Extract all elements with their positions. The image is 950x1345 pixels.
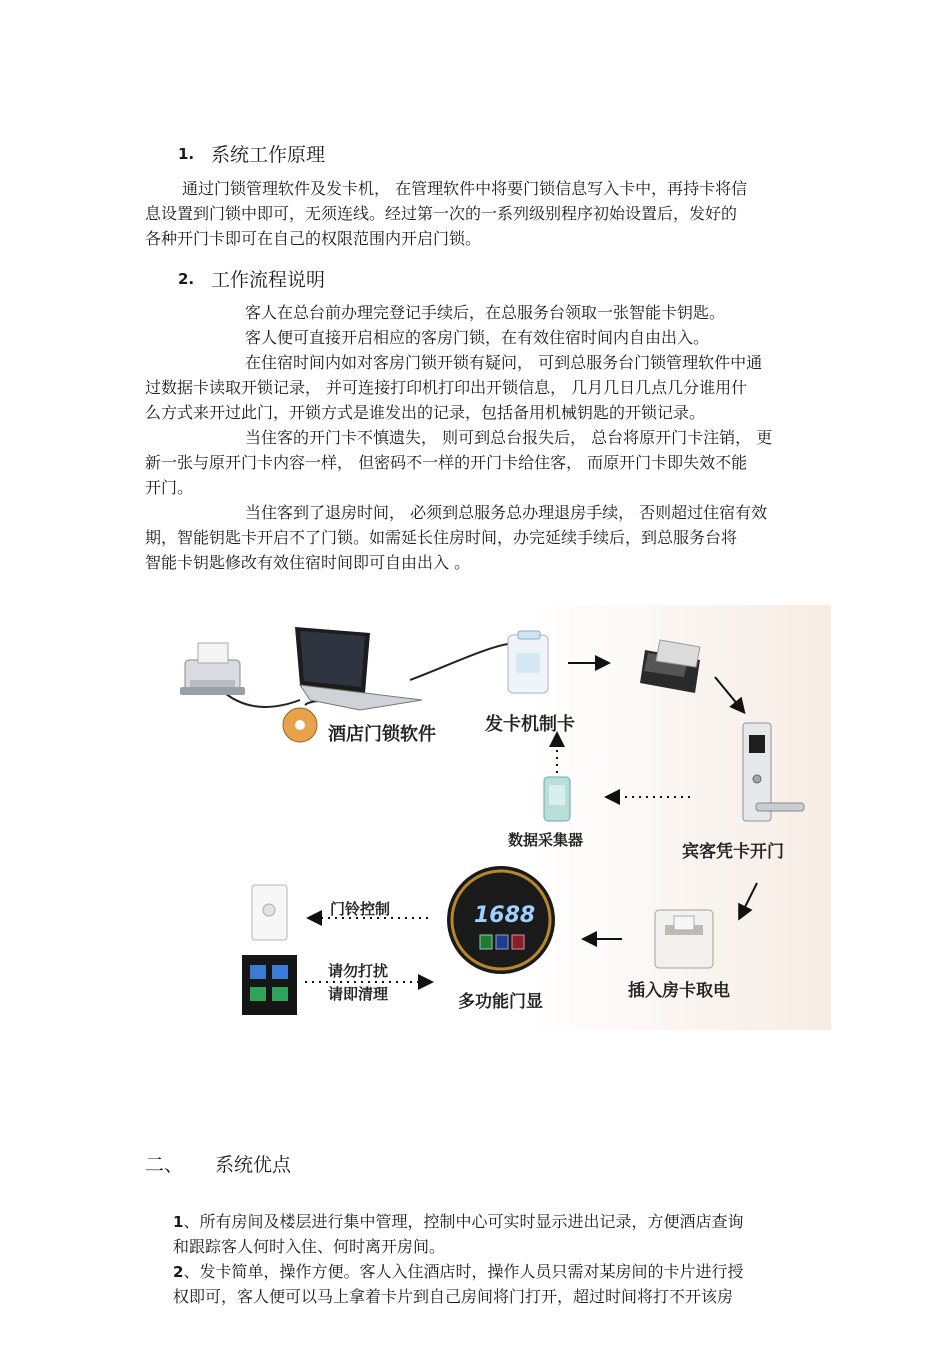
section-2-line: 当住客的开门卡不慎遗失， 则可到总台报失后， 总台将原开门卡注销， 更	[245, 428, 773, 447]
advantage-number: 2	[173, 1263, 184, 1281]
section-1-number: 1.	[178, 145, 195, 163]
advantage-text: 、所有房间及楼层进行集中管理，控制中心可实时显示进出记录，方便酒店查询	[183, 1212, 744, 1231]
advantage-item	[173, 1209, 743, 1235]
section-1-line: 各种开门卡即可在自己的权限范围内开启门锁。	[145, 229, 482, 248]
section-2-line: 么方式来开过此门，开锁方式是谁发出的记录，包括备用机械钥匙的开锁记录。	[145, 403, 706, 422]
label-card-issuer: 发卡机制卡	[485, 714, 575, 735]
door-lock-icon	[743, 723, 804, 821]
section-1-line: 息设置到门锁中即可，无须连线。经过第一次的一系列级别程序初始设置后，发好的	[145, 204, 738, 223]
section-2-line: 当住客到了退房时间， 必须到总服务总办理退房手续， 否则超过住宿有效	[245, 503, 768, 522]
section-2-line: 期，智能钥匙卡开启不了门锁。如需延长住房时间，办完延续手续后，到总服务台将	[145, 528, 738, 547]
software-cd-icon	[283, 708, 317, 742]
section-2-number: 2.	[178, 270, 195, 288]
advantage-line: 权即可，客人便可以马上拿着卡片到自己房间将门打开，超过时间将打不开该房	[173, 1287, 734, 1306]
dnd-panel-icon	[242, 955, 297, 1015]
cable-line	[410, 643, 515, 680]
section-2-line: 智能卡钥匙修改有效住宿时间即可自由出入 。	[145, 553, 471, 572]
section-2-line: 客人在总台前办理完登记手续后，在总服务台领取一张智能卡钥匙。	[245, 303, 726, 322]
section-2-line: 在住宿时间内如对客房门锁开锁有疑问， 可到总服务台门锁管理软件中通	[245, 353, 763, 372]
room-number-display: 1688	[474, 903, 536, 928]
advantage-line: 和跟踪客人何时入住、何时离开房间。	[173, 1237, 446, 1256]
label-data-collector: 数据采集器	[508, 831, 584, 849]
advantage-text: 、发卡简单，操作方便。客人入住酒店时，操作人员只需对某房间的卡片进行授	[183, 1262, 744, 1281]
label-clean: 请即清理	[328, 985, 389, 1003]
section-2-line: 客人便可直接开启相应的客房门锁，在有效住宿时间内自由出入。	[245, 328, 710, 347]
workflow-diagram	[160, 605, 831, 1030]
diagram-graphics	[160, 605, 831, 1030]
label-software: 酒店门锁软件	[328, 724, 436, 745]
label-bell-control: 门铃控制	[330, 900, 391, 918]
power-switch-icon	[655, 910, 713, 968]
label-dnd: 请勿打扰	[328, 962, 389, 980]
key-card-icon	[640, 640, 700, 693]
label-multi-display: 多功能门显	[458, 992, 543, 1012]
door-bell-icon	[252, 885, 287, 940]
printer-icon	[180, 643, 245, 695]
section-1-title: 系统工作原理	[211, 144, 326, 166]
advantage-item	[173, 1259, 743, 1285]
section-2-line: 过数据卡读取开锁记录， 并可连接打印机打印出开锁信息， 几月几日几点几分谁用什	[145, 378, 748, 397]
section-3-number: 二、	[145, 1154, 184, 1176]
section-1-line: 通过门锁管理软件及发卡机， 在管理软件中将要门锁信息写入卡中，再持卡将信	[182, 179, 748, 198]
advantage-number: 1	[173, 1213, 184, 1231]
label-guest-open: 宾客凭卡开门	[682, 842, 784, 862]
section-3-title: 系统优点	[215, 1154, 292, 1176]
laptop-icon	[295, 627, 422, 710]
section-2-title: 工作流程说明	[211, 269, 326, 291]
card-issuer-icon	[508, 631, 548, 693]
section-2-line: 开门。	[145, 478, 194, 497]
data-collector-icon	[544, 777, 570, 821]
section-2-line: 新一张与原开门卡内容一样， 但密码不一样的开门卡给住客， 而原开门卡即失效不能	[145, 453, 748, 472]
label-insert-card: 插入房卡取电	[628, 981, 730, 1001]
